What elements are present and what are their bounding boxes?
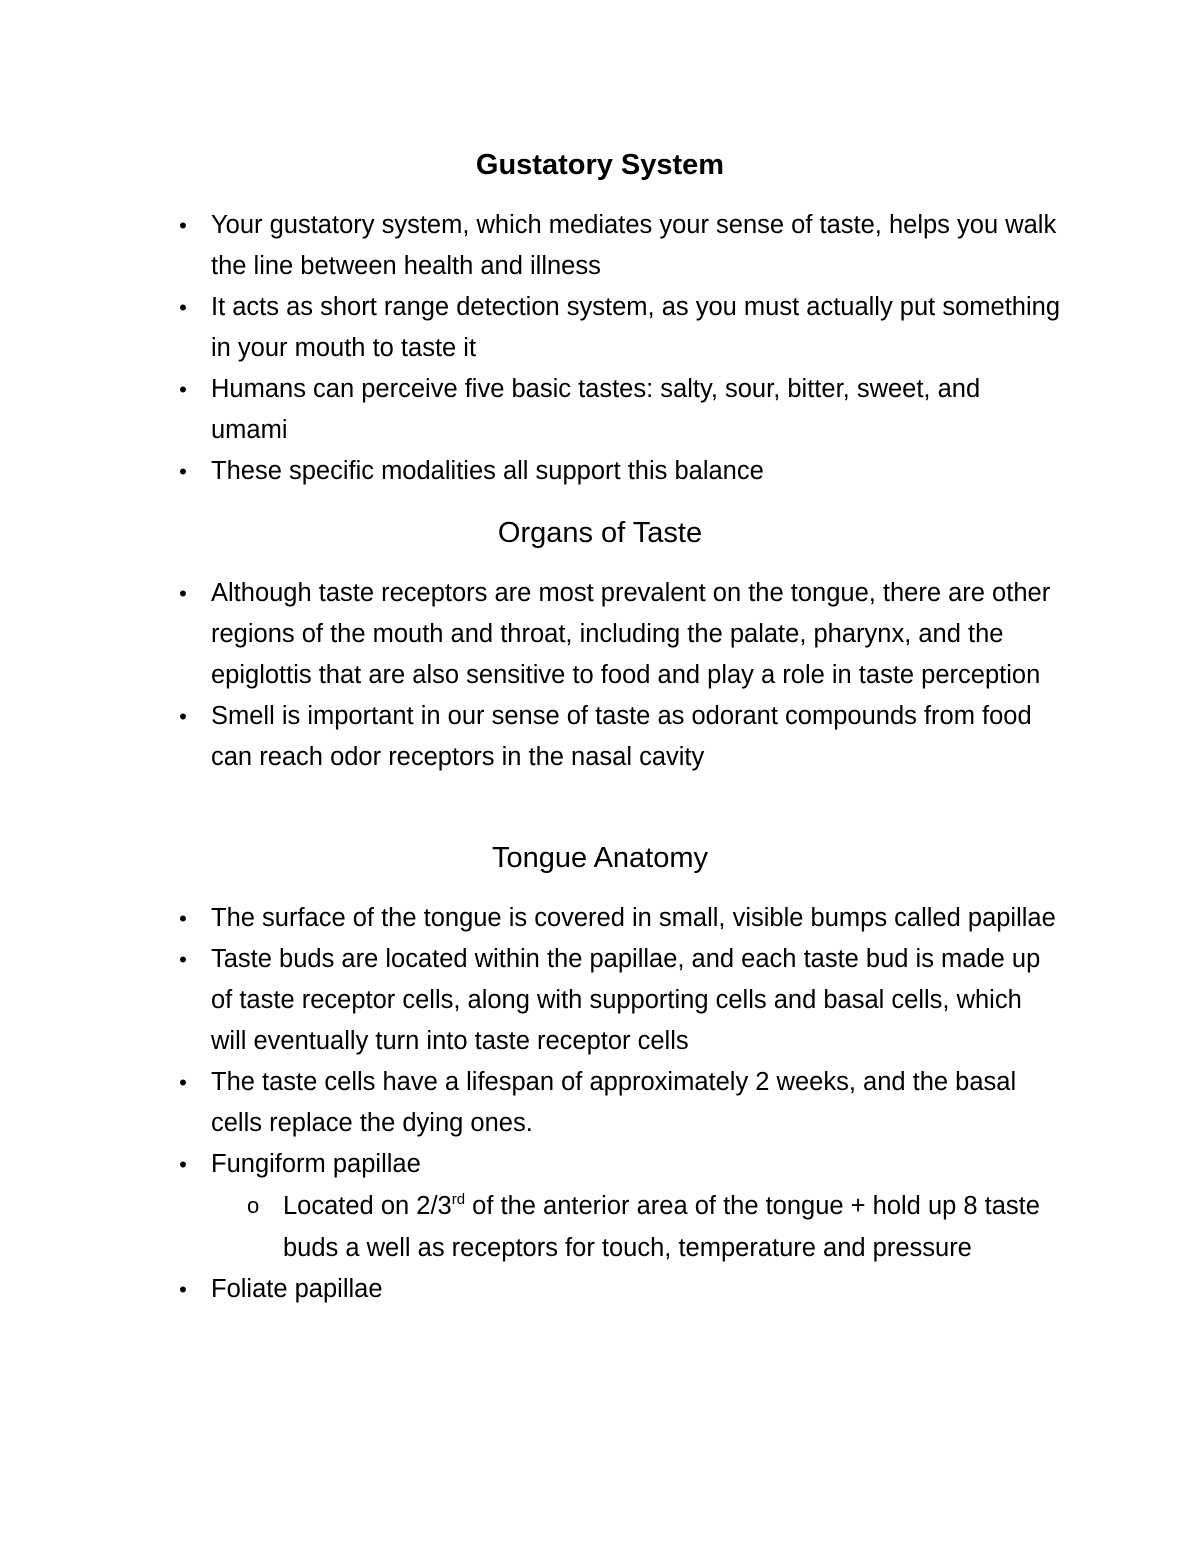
bullet-icon: • (179, 1277, 187, 1302)
list-item-text: Fungiform papillae (211, 1150, 421, 1178)
bullet-icon: • (179, 213, 187, 238)
fungiform-sublist (211, 1185, 1061, 1269)
heading-gustatory-system: Gustatory System (475, 149, 725, 181)
list-item (0, 573, 1061, 696)
list-item (0, 1144, 1061, 1269)
bullet-icon: • (179, 1152, 187, 1177)
list-item-text: Taste buds are located within the papillae, and each taste bud is made up of taste receptor cells, along with supporting cells and basal cells, which will eventually turn into taste receptor cells (211, 945, 1041, 1055)
bullet-icon: • (179, 459, 187, 484)
gustatory-system-list (0, 205, 1200, 492)
bullet-icon: • (179, 581, 187, 606)
list-item-text: Humans can perceive five basic tastes: salty, sour, bitter, sweet, and umami (211, 375, 981, 444)
circle-bullet-icon: o (247, 1193, 260, 1218)
bullet-icon: • (179, 295, 187, 320)
list-item (0, 205, 1061, 287)
list-item (0, 696, 1061, 778)
sub-list-item (0, 1185, 1068, 1269)
bullet-icon: • (179, 947, 187, 972)
heading-organs-of-taste: Organs of Taste (497, 517, 703, 549)
sub-item-text-end: of the anterior area of the tongue + hold up 8 taste buds a well as receptors for touch, temperature and pressure (283, 1192, 1040, 1262)
bullet-icon: • (179, 377, 187, 402)
list-item-text: These specific modalities all support this balance (211, 457, 764, 485)
list-item-text: The surface of the tongue is covered in small, visible bumps called papillae (211, 904, 1056, 932)
tongue-anatomy-list (0, 898, 1200, 1310)
list-item (0, 1062, 1061, 1144)
list-item-text: It acts as short range detection system, as you must actually put something in your mouth to taste it (211, 293, 1060, 362)
list-item-text: Your gustatory system, which mediates your sense of taste, helps you walk the line between health and illness (211, 211, 1057, 280)
list-item (0, 287, 1061, 369)
list-item (0, 898, 1061, 939)
heading-tongue-anatomy: Tongue Anatomy (491, 842, 709, 874)
bullet-icon: • (179, 906, 187, 931)
list-item-text: The taste cells have a lifespan of approximately 2 weeks, and the basal cells replace the dying ones. (211, 1068, 1017, 1137)
organs-of-taste-list (0, 573, 1200, 778)
list-item-text: Smell is important in our sense of taste as odorant compounds from food can reach odor receptors in the nasal cavity (211, 702, 1032, 771)
list-item (0, 939, 1061, 1062)
bullet-icon: • (179, 1070, 187, 1095)
list-item (0, 1269, 1061, 1310)
list-item (0, 451, 1061, 492)
bullet-icon: • (179, 704, 187, 729)
list-item-text: Foliate papillae (211, 1275, 383, 1303)
ordinal-superscript: rd (451, 1191, 466, 1208)
list-item (0, 369, 1061, 451)
list-item-text: Although taste receptors are most prevalent on the tongue, there are other regions of the mouth and throat, including the palate, pharynx, and the epiglottis that are also sensitive to food and play a role in taste perception (211, 579, 1051, 689)
sub-item-text-start: Located on 2/3 (283, 1192, 452, 1220)
